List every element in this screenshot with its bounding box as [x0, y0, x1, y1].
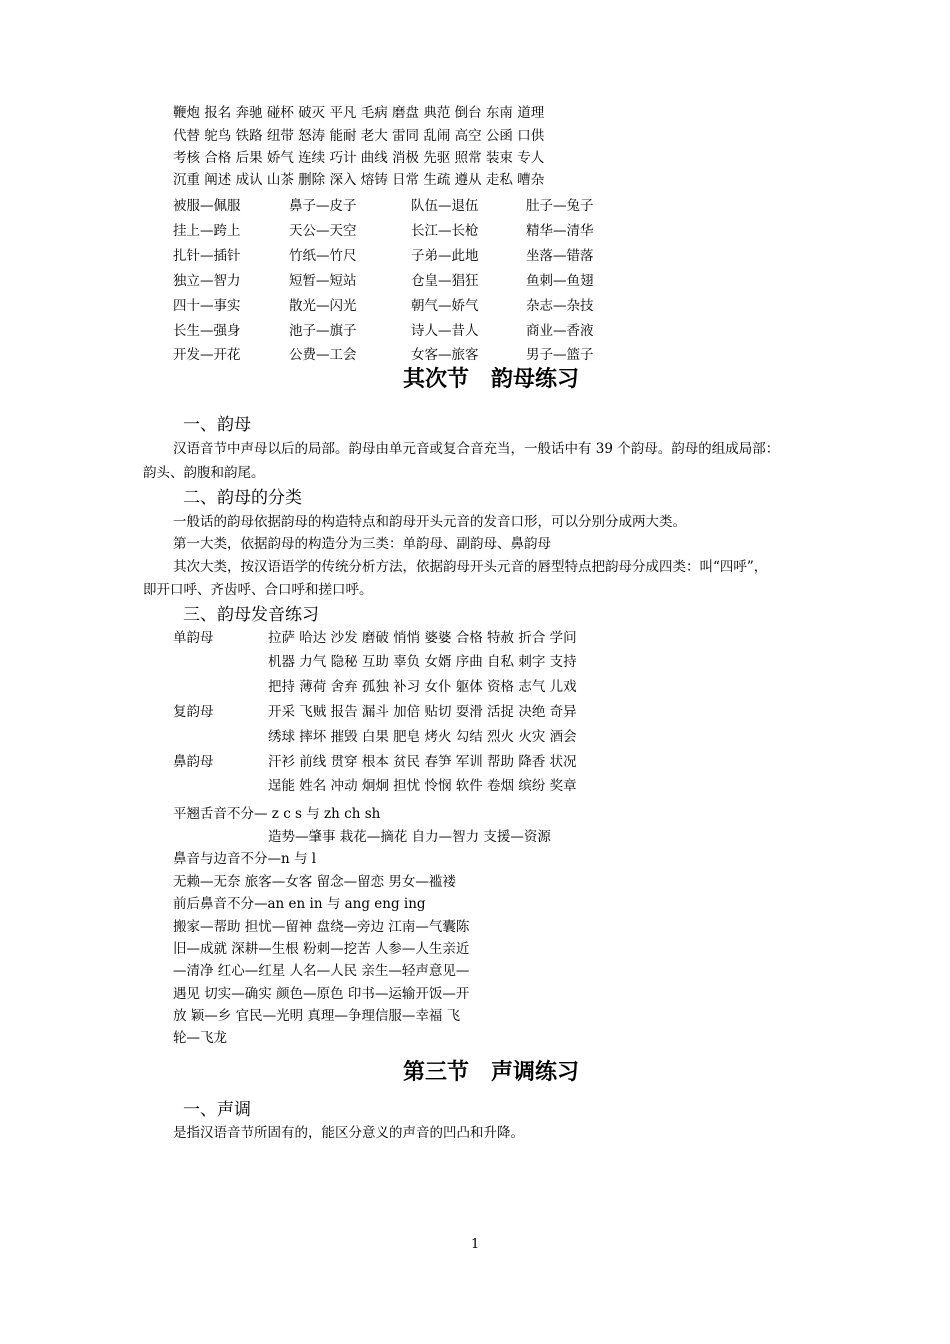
pair-cell: 诗人—昔人 — [411, 323, 479, 339]
pair-cell: 公费—工会 — [289, 347, 357, 363]
practice-label: 单韵母 — [173, 630, 214, 646]
pair-cell: 开发—开花 — [173, 347, 241, 363]
paragraph-line: 韵头、韵腹和韵尾。 — [143, 465, 265, 481]
confuse-line: 放 颖—乡 官民—光明 真理—争理信服—幸福 飞 — [173, 1008, 461, 1024]
practice-words: 汗衫 前线 贯穿 根本 贫民 春笋 军训 帮助 降香 状况 — [268, 754, 577, 770]
pair-cell: 鱼刺—鱼翅 — [526, 273, 594, 289]
pair-cell: 杂志—杂技 — [526, 298, 594, 314]
word-row: 考核 合格 后果 娇气 连续 巧计 曲线 消极 先驱 照常 装束 专人 — [173, 150, 545, 166]
confuse-line: 鼻音与边音不分—n 与 l — [173, 851, 317, 867]
pair-cell: 被服—佩服 — [173, 198, 241, 214]
page-number: 1 — [471, 1237, 480, 1252]
practice-words: 逞能 姓名 冲动 炯炯 担忧 怜悯 软件 卷烟 缤纷 奖章 — [268, 778, 577, 794]
confuse-line: 轮—飞龙 — [173, 1030, 227, 1046]
pair-cell: 竹纸—竹尺 — [289, 248, 357, 264]
pair-cell: 扎针—插针 — [173, 248, 241, 264]
paragraph-line: 即开口呼、齐齿呼、合口呼和搓口呼。 — [143, 582, 373, 598]
confuse-line: —清净 红心—红星 人名—人民 亲生—轻声意见— — [173, 963, 470, 979]
paragraph-line: 其次大类，按汉语语学的传统分析方法，依据韵母开头元音的唇型特点把韵母分成四类：叫“四呼”， — [173, 559, 768, 575]
paragraph-line: 是指汉语音节所固有的，能区分意义的声音的凹凸和升降。 — [173, 1125, 524, 1141]
pair-cell: 男子—篮子 — [526, 347, 594, 363]
section-title: 其次节 韵母练习 — [403, 367, 580, 392]
practice-words: 把持 薄荷 舍弃 孤独 补习 女仆 躯体 资格 志气 儿戏 — [268, 679, 577, 695]
section-title: 第三节 声调练习 — [403, 1060, 580, 1085]
pair-cell: 朝气—娇气 — [411, 298, 479, 314]
confuse-line: 平翘舌音不分— z c s 与 zh ch sh — [173, 806, 381, 822]
practice-words: 机器 力气 隐秘 互助 辜负 女婿 序曲 自私 刺字 支持 — [268, 654, 577, 670]
subsection-heading: 一、韵母 — [183, 415, 251, 435]
pair-cell: 子弟—此地 — [411, 248, 479, 264]
practice-words: 绣球 摔坏 摧毁 白果 肥皂 烤火 勾结 烈火 火灾 酒会 — [268, 729, 577, 745]
word-row: 鞭炮 报名 奔驰 碰杯 破灭 平凡 毛病 磨盘 典范 倒台 东南 道理 — [173, 105, 545, 121]
pair-cell: 队伍—退伍 — [411, 198, 479, 214]
confuse-line: 搬家—帮助 担忧—留神 盘绕—旁边 江南—气囊陈 — [173, 919, 470, 935]
practice-words: 拉萨 哈达 沙发 磨破 悄悄 婆婆 合格 特赦 折合 学问 — [268, 630, 577, 646]
pair-cell: 肚子—兔子 — [526, 198, 594, 214]
subsection-heading: 三、韵母发音练习 — [183, 605, 319, 625]
pair-cell: 商业—香液 — [526, 323, 594, 339]
subsection-heading: 二、韵母的分类 — [183, 488, 302, 508]
confuse-line: 无赖—无奈 旅客—女客 留念—留恋 男女—褴褛 — [173, 874, 456, 890]
pair-cell: 长生—强身 — [173, 323, 241, 339]
confuse-line: 造势—肇事 栽花—摘花 自力—智力 支援—资源 — [268, 829, 551, 845]
word-row: 沉重 阐述 成认 山茶 删除 深入 熔铸 日常 生疏 遵从 走私 嘈杂 — [173, 172, 545, 188]
pair-cell: 天公—天空 — [289, 223, 357, 239]
pair-cell: 独立—智力 — [173, 273, 241, 289]
pair-cell: 散光—闪光 — [289, 298, 357, 314]
pair-cell: 四十—事实 — [173, 298, 241, 314]
practice-label: 复韵母 — [173, 704, 214, 720]
practice-label: 鼻韵母 — [173, 754, 214, 770]
pair-cell: 鼻子—皮子 — [289, 198, 357, 214]
pair-cell: 精华—清华 — [526, 223, 594, 239]
pair-cell: 短暂—短站 — [289, 273, 357, 289]
paragraph-line: 第一大类，依据韵母的构造分为三类：单韵母、副韵母、鼻韵母 — [173, 536, 551, 552]
subsection-heading: 一、声调 — [183, 1100, 251, 1120]
pair-cell: 池子—旗子 — [289, 323, 357, 339]
word-row: 代替 鸵鸟 铁路 纽带 怒涛 能耐 老大 雷同 乱闹 高空 公函 口供 — [173, 128, 545, 144]
practice-words: 开采 飞贼 报告 漏斗 加倍 贴切 耍滑 活捉 决绝 奇异 — [268, 704, 577, 720]
paragraph-line: 一般话的韵母依据韵母的构造特点和韵母开头元音的发音口形，可以分别分成两大类。 — [173, 514, 686, 530]
confuse-line: 遇见 切实—确实 颜色—原色 印书—运输开饭—开 — [173, 986, 470, 1002]
pair-cell: 坐落—错落 — [526, 248, 594, 264]
pair-cell: 挂上—跨上 — [173, 223, 241, 239]
pair-cell: 长江—长枪 — [411, 223, 479, 239]
confuse-line: 旧—成就 深耕—生根 粉刺—挖苦 人参—人生亲近 — [173, 941, 470, 957]
paragraph-line: 汉语音节中声母以后的局部。韵母由单元音或复合音充当，一般话中有 39 个韵母。韵母的组成局部： — [173, 441, 780, 457]
pair-cell: 女客—旅客 — [411, 347, 479, 363]
confuse-line: 前后鼻音不分—an en in 与 ang eng ing — [173, 896, 426, 912]
pair-cell: 仓皇—猖狂 — [411, 273, 479, 289]
